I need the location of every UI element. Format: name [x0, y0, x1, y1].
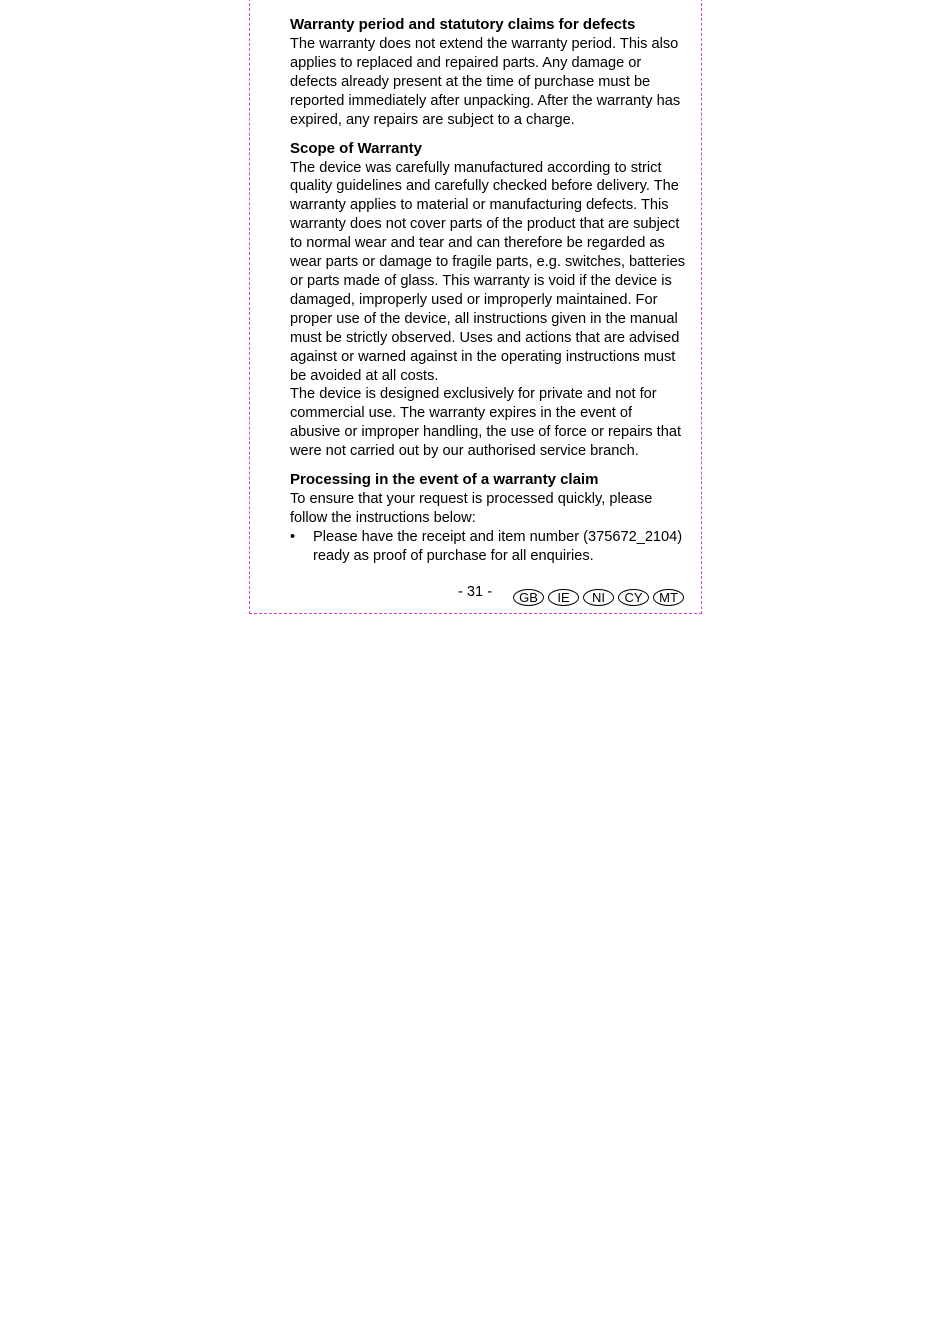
- page-footer: [250, 583, 701, 607]
- document-page: [249, 0, 702, 614]
- country-code-badge: IE: [548, 589, 579, 606]
- bullet-list: [290, 528, 686, 566]
- page-content: [290, 15, 686, 575]
- section-paragraph: The warranty does not extend the warranty period. This also applies to replaced and repaired parts. Any damage or defects already present at the time of purchase must be reported immediately after unpacking. After the warranty has expired, any repairs are subject to a charge.: [290, 36, 681, 128]
- section-paragraph: The device is designed exclusively for private and not for commercial use. The warranty expires in the event of abusive or improper handling, the use of force or repairs that were not carried out by our authorised service branch.: [290, 386, 682, 460]
- country-code-badge: CY: [618, 589, 649, 606]
- section-processing-claim: [290, 470, 686, 566]
- country-code-badge: MT: [653, 589, 684, 606]
- section-heading: Scope of Warranty: [290, 139, 422, 157]
- section-warranty-period: [290, 15, 686, 130]
- section-scope-of-warranty: [290, 139, 686, 462]
- list-item-text: Please have the receipt and item number (375672_2104) ready as proof of purchase for all enquiries.: [313, 528, 683, 564]
- bullet-icon: •: [290, 528, 296, 545]
- list-item: [290, 528, 686, 566]
- page-number: - 31 -: [458, 584, 493, 600]
- section-heading: Warranty period and statutory claims for defects: [290, 16, 636, 33]
- country-code-badge: NI: [583, 589, 614, 606]
- section-heading: Processing in the event of a warranty claim: [290, 471, 599, 489]
- section-paragraph: To ensure that your request is processed quickly, please follow the instructions below:: [290, 491, 653, 526]
- country-code-badges: [513, 589, 684, 606]
- country-code-badge: GB: [513, 589, 544, 606]
- section-paragraph: The device was carefully manufactured according to strict quality guidelines and carefully checked before delivery. The warranty applies to material or manufacturing defects. This warranty does not cover parts of the product that are subject to normal wear and tear and can therefore be regarded as wear parts or damage to fragile parts, e.g. switches, batteries or parts made of glass. This warranty is void if the device is damaged, improperly used or improperly maintained. For proper use of the device, all instructions given in the manual must be strictly observed. Uses and actions that are advised against or warned against in the operating instructions must be avoided at all costs.: [290, 159, 686, 384]
